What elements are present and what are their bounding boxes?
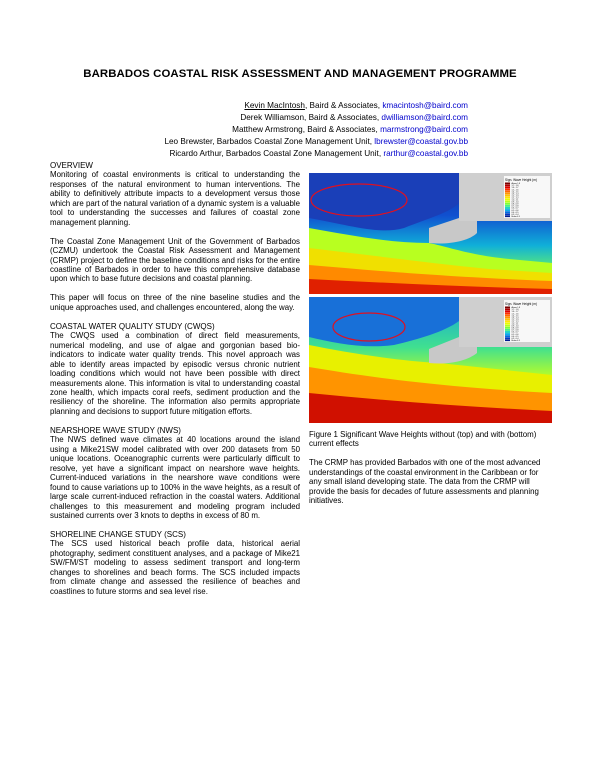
legend-swatch xyxy=(505,199,510,201)
legend-label: 1.4 - 1.5 xyxy=(511,315,519,318)
legend-swatch xyxy=(505,187,510,189)
author-affiliation: , Baird & Associates, xyxy=(304,113,382,123)
overview-paragraph-3: This paper will focus on three of the nine baseline studies and the unique approaches used, and challenges encountered, along the way. xyxy=(50,293,300,312)
legend-label: 0.7 - 0.8 xyxy=(511,329,519,332)
overview-heading: OVERVIEW xyxy=(50,161,93,170)
legend-swatch xyxy=(505,185,510,187)
author-affiliation: , Barbados Coastal Zone Management Unit, xyxy=(212,137,375,147)
legend-swatch xyxy=(505,335,510,337)
legend-swatch xyxy=(505,325,510,327)
legend-label: 0.6 - 0.7 xyxy=(511,207,519,210)
legend-swatch xyxy=(505,309,510,311)
right-column xyxy=(309,430,552,506)
legend-label: 1.1 - 1.2 xyxy=(511,321,519,324)
legend-label: 0.8 - 0.9 xyxy=(511,203,519,206)
legend-label: Below 0.3 xyxy=(511,215,520,218)
legend-swatch xyxy=(505,195,510,197)
legend-swatch xyxy=(505,209,510,211)
author-email-link[interactable]: dwilliamson@baird.com xyxy=(381,113,468,123)
legend-swatch xyxy=(505,331,510,333)
legend-label: Above 1.8 xyxy=(511,183,521,186)
legend-label: 1.3 - 1.4 xyxy=(511,317,519,320)
legend-swatch xyxy=(505,191,510,193)
legend-label: 0.5 - 0.6 xyxy=(511,333,519,336)
author-email-link[interactable]: rarthur@coastal.gov.bb xyxy=(383,149,468,159)
legend-label: 1.0 - 1.1 xyxy=(511,199,519,202)
legend-label: 1.7 - 1.8 xyxy=(511,185,519,188)
author-line xyxy=(140,124,468,136)
legend-label: 0.7 - 0.8 xyxy=(511,205,519,208)
legend-swatch xyxy=(505,311,510,313)
author-block xyxy=(140,100,468,160)
legend-label: 1.4 - 1.5 xyxy=(511,191,519,194)
legend-swatch xyxy=(505,203,510,205)
legend-label: Above 1.8 xyxy=(511,307,521,310)
author-email-link[interactable]: marmstrong@baird.com xyxy=(380,125,468,135)
legend-label: 1.5 - 1.6 xyxy=(511,189,519,192)
legend-label: 1.6 - 1.7 xyxy=(511,311,519,314)
cwqs-paragraph: The CWQS used a combination of direct field measurements, numerical modeling, and use of algae and gorgonian based bio-indicators to indicate water quality trends. This novel approach was able to identify areas impacted by episodic versus chronic nutrient loading conditions which would not have been possible with direct measurements alone. This information is vital to understanding coastal zone health, which impacts coral reefs, sediment production and the resiliency of the shoreline. The information also permits appropriate planning and decisions to support future mitigation efforts. xyxy=(50,331,300,416)
legend-swatch xyxy=(505,211,510,213)
wave-height-legend xyxy=(504,176,550,218)
author-affiliation: , Baird & Associates, xyxy=(302,125,381,135)
legend-swatch xyxy=(505,183,510,185)
legend-label: 0.4 - 0.5 xyxy=(511,335,519,338)
legend-swatch xyxy=(505,313,510,315)
cwqs-heading: COASTAL WATER QUALITY STUDY (CWQS) xyxy=(50,321,215,331)
author-line xyxy=(140,112,468,124)
wave-height-legend xyxy=(504,300,550,342)
scs-paragraph: The SCS used historical beach profile data, historical aerial photography, sediment constituent analyses, and a package of Mike21 SW/FM/ST modeling to assess sediment transport and long-term changes to shorelines and beach forms. The SCS included impacts from climate change and assessed the resilience of beaches and coastlines to future storms and sea level rise. xyxy=(50,539,300,596)
legend-label: 1.2 - 1.3 xyxy=(511,195,519,198)
nws-paragraph: The NWS defined wave climates at 40 locations around the island using a Mike21SW model calibrated with over 200 datasets from 50 unique locations. Oceanographic currents were particularly difficult to resolve, yet have a significant impact on nearshore wave heights. Current-induced variations in the nearshore wave conditions were found to cause variations up to 100% in the wave heights, as a result of large scale current-induced refraction in the coastal waters. Additional challenges to this measurement and modeling program included sustained currents over 3 knots to depths in excess of 80 m. xyxy=(50,435,300,520)
legend-swatch xyxy=(505,315,510,317)
author-affiliation: , Baird & Associates, xyxy=(304,101,383,110)
author-name: Leo Brewster xyxy=(164,137,213,147)
legend-swatch xyxy=(505,319,510,321)
crmp-paragraph: The CRMP has provided Barbados with one of the most advanced understandings of the coastal environment in the Caribbean or for any small island developing state. The data from the CRMP will provide the basis for decades of future assessments and planning initiatives. xyxy=(309,458,541,506)
legend-swatch xyxy=(505,205,510,207)
legend-swatch xyxy=(505,207,510,209)
author-name: Ricardo Arthur xyxy=(169,149,222,159)
legend-title: Sign. Wave Height (m) xyxy=(505,302,537,306)
paper-title: BARBADOS COASTAL RISK ASSESSMENT AND MANAGEMENT PROGRAMME xyxy=(83,68,517,80)
left-column xyxy=(50,161,300,596)
author-line xyxy=(140,100,468,112)
overview-paragraph-2: The Coastal Zone Management Unit of the Government of Barbados (CZMU) undertook the Coastal Risk Assessment and Management (CRMP) project to define the baseline conditions and risks for the entire coastline of Barbados in order to have this comprehensive database upon which to base future decisions and coastal planning. xyxy=(50,236,300,284)
legend-label: 1.1 - 1.2 xyxy=(511,197,519,200)
legend-swatch xyxy=(505,327,510,329)
legend-label: 1.3 - 1.4 xyxy=(511,193,519,196)
legend-label: 0.5 - 0.6 xyxy=(511,209,519,212)
legend-label: 0.3 - 0.4 xyxy=(511,337,519,340)
overview-paragraph-1: Monitoring of coastal environments is critical to understanding the responses of the natural environment to human interventions. The ability to definitively attribute impacts to a development versus those which are part of the natural variation of a dynamic system is a valuable tool to understanding the successes and failures of coastal zone management planning. xyxy=(50,170,300,227)
author-name: Kevin MacIntosh xyxy=(244,101,305,110)
wave-map-bottom xyxy=(309,297,552,423)
nws-heading: NEARSHORE WAVE STUDY (NWS) xyxy=(50,425,181,435)
wave-map-top xyxy=(309,173,552,294)
legend-label: 0.9 - 1.0 xyxy=(511,325,519,328)
legend-label: Below 0.3 xyxy=(511,339,520,342)
legend-swatch xyxy=(505,193,510,195)
legend-swatch xyxy=(505,213,510,215)
author-email-link[interactable]: lbrewster@coastal.gov.bb xyxy=(374,137,468,147)
legend-label: 0.3 - 0.4 xyxy=(511,213,519,216)
legend-swatch xyxy=(505,307,510,309)
legend-swatch xyxy=(505,321,510,323)
scs-heading: SHORELINE CHANGE STUDY (SCS) xyxy=(50,529,186,539)
legend-label: 1.6 - 1.7 xyxy=(511,187,519,190)
legend-label: 0.8 - 0.9 xyxy=(511,327,519,330)
legend-label: 0.9 - 1.0 xyxy=(511,201,519,204)
legend-swatch xyxy=(505,317,510,319)
legend-swatch xyxy=(505,197,510,199)
figure-caption: Figure 1 Significant Wave Heights without (top) and with (bottom) current effects xyxy=(309,430,537,449)
legend-label: 1.7 - 1.8 xyxy=(511,309,519,312)
legend-swatch xyxy=(505,329,510,331)
legend-label: 1.0 - 1.1 xyxy=(511,323,519,326)
legend-swatch xyxy=(505,337,510,339)
legend-label: 0.6 - 0.7 xyxy=(511,331,519,334)
legend-swatch xyxy=(505,333,510,335)
legend-swatch xyxy=(505,339,510,341)
legend-swatch xyxy=(505,201,510,203)
author-affiliation: , Barbados Coastal Zone Management Unit, xyxy=(221,149,384,159)
author-line xyxy=(140,136,468,148)
legend-label: 1.2 - 1.3 xyxy=(511,319,519,322)
legend-swatch xyxy=(505,323,510,325)
legend-label: 0.4 - 0.5 xyxy=(511,211,519,214)
author-name: Matthew Armstrong xyxy=(232,125,303,135)
legend-swatch xyxy=(505,189,510,191)
author-line xyxy=(140,148,468,160)
legend-label: 1.5 - 1.6 xyxy=(511,313,519,316)
author-name: Derek Williamson xyxy=(240,113,305,123)
author-email-link[interactable]: kmacintosh@baird.com xyxy=(382,101,468,110)
legend-title: Sign. Wave Height (m) xyxy=(505,178,537,182)
legend-swatch xyxy=(505,215,510,217)
